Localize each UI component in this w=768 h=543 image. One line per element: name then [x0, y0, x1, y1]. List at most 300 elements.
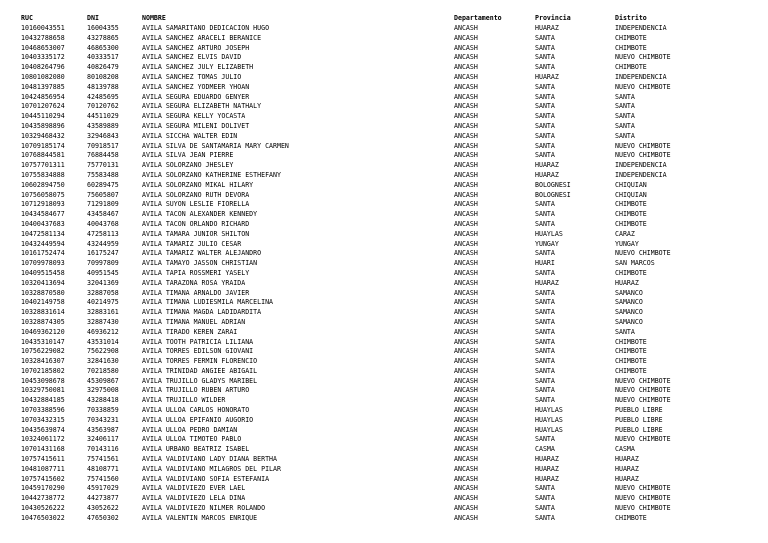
cell-ruc: 10702185802: [21, 366, 65, 375]
cell-nombre: AVILA SOLORZANO JHESLEY: [142, 161, 234, 170]
cell-dni: 32975008: [87, 386, 119, 395]
cell-provincia: HUARAZ: [535, 464, 559, 473]
cell-provincia: HUARAZ: [535, 455, 559, 464]
cell-dni: 32406117: [87, 435, 119, 444]
cell-dni: 43244959: [87, 239, 119, 248]
cell-provincia: HUAYLAS: [535, 415, 563, 424]
table-row: [0, 465, 768, 475]
cell-distrito: NUEVO CHIMBOTE: [615, 82, 671, 91]
cell-distrito: NUEVO CHIMBOTE: [615, 504, 671, 513]
cell-ruc: 10602894750: [21, 180, 65, 189]
table-row: [0, 44, 768, 54]
cell-ruc: 10472581134: [21, 229, 65, 238]
cell-ruc: 10442738772: [21, 494, 65, 503]
cell-dni: 32041369: [87, 278, 119, 287]
cell-nombre: AVILA TACON ORLANDO RICHARD: [142, 219, 250, 228]
cell-dni: 32887058: [87, 288, 119, 297]
cell-distrito: SAN MARCOS: [615, 259, 655, 268]
cell-distrito: CHIMBOTE: [615, 357, 647, 366]
cell-distrito: HUARAZ: [615, 464, 639, 473]
cell-provincia: SANTA: [535, 82, 555, 91]
cell-dni: 75622908: [87, 347, 119, 356]
cell-departamento: ANCASH: [454, 151, 478, 160]
cell-dni: 70120762: [87, 102, 119, 111]
cell-distrito: SANTA: [615, 121, 635, 130]
cell-ruc: 10329750081: [21, 386, 65, 395]
table-row: [0, 112, 768, 122]
table-row: [0, 279, 768, 289]
cell-distrito: NUEVO CHIMBOTE: [615, 484, 671, 493]
cell-departamento: ANCASH: [454, 386, 478, 395]
cell-provincia: BOLOGNESI: [535, 190, 571, 199]
table-row: [0, 161, 768, 171]
cell-ruc: 10709978093: [21, 259, 65, 268]
header-nombre: NOMBRE: [142, 14, 166, 22]
cell-departamento: ANCASH: [454, 200, 478, 209]
cell-ruc: 10432884185: [21, 396, 65, 405]
cell-nombre: AVILA VALDIVIANO SOFIA ESTEFANIA: [142, 474, 270, 483]
cell-nombre: AVILA TAMARIZ JULIO CESAR: [142, 239, 242, 248]
cell-distrito: NUEVO CHIMBOTE: [615, 494, 671, 503]
cell-departamento: ANCASH: [454, 415, 478, 424]
table-row: [0, 426, 768, 436]
cell-provincia: SANTA: [535, 327, 555, 336]
cell-ruc: 10757701311: [21, 161, 65, 170]
cell-ruc: 10424856954: [21, 92, 65, 101]
cell-nombre: AVILA SOLORZANO KATHERINE ESTHEFANY: [142, 170, 281, 179]
table-row: [0, 396, 768, 406]
cell-dni: 70918517: [87, 141, 119, 150]
cell-departamento: ANCASH: [454, 445, 478, 454]
cell-ruc: 10453098678: [21, 376, 65, 385]
table-row: [0, 73, 768, 83]
cell-nombre: AVILA SOLORZANO RUTH DEVORA: [142, 190, 250, 199]
cell-departamento: ANCASH: [454, 24, 478, 32]
cell-provincia: SANTA: [535, 317, 555, 326]
table-row: [0, 200, 768, 210]
cell-nombre: AVILA TAMARA JUNIOR SHILTON: [142, 229, 250, 238]
cell-dni: 75741561: [87, 455, 119, 464]
table-row: [0, 406, 768, 416]
cell-dni: 45309867: [87, 376, 119, 385]
cell-distrito: SANTA: [615, 112, 635, 121]
cell-nombre: AVILA SICCHA WALTER EDIN: [142, 131, 238, 140]
cell-nombre: AVILA SANCHEZ ARTURO JOSEPH: [142, 43, 250, 52]
cell-nombre: AVILA SOLORZANO MIKAL HILARY: [142, 180, 254, 189]
table-row: [0, 191, 768, 201]
cell-nombre: AVILA ULLOA PEDRO DAMIAN: [142, 425, 238, 434]
cell-provincia: SANTA: [535, 504, 555, 513]
header-distrito: Distrito: [615, 14, 647, 22]
cell-nombre: AVILA VALDIVIANO LADY DIANA BERTHA: [142, 455, 277, 464]
cell-dni: 40951545: [87, 268, 119, 277]
cell-distrito: INDEPENDENCIA: [615, 72, 667, 81]
cell-nombre: AVILA TIMANA MANUEL ADRIAN: [142, 317, 246, 326]
cell-dni: 46936212: [87, 327, 119, 336]
table-row: [0, 171, 768, 181]
cell-provincia: SANTA: [535, 347, 555, 356]
cell-dni: 48108771: [87, 464, 119, 473]
cell-provincia: HUARAZ: [535, 170, 559, 179]
cell-nombre: AVILA SEGURA MILENI DOLIVET: [142, 121, 250, 130]
cell-nombre: AVILA TORRES EDILSON GIOVANI: [142, 347, 254, 356]
cell-departamento: ANCASH: [454, 435, 478, 444]
cell-provincia: SANTA: [535, 386, 555, 395]
cell-ruc: 10435310147: [21, 337, 65, 346]
cell-departamento: ANCASH: [454, 249, 478, 258]
cell-nombre: AVILA VALDIVIEZO EVER LAEL: [142, 484, 246, 493]
cell-departamento: ANCASH: [454, 406, 478, 415]
cell-departamento: ANCASH: [454, 298, 478, 307]
cell-nombre: AVILA TARAZONA ROSA YRAIDA: [142, 278, 246, 287]
cell-dni: 71291809: [87, 200, 119, 209]
table-row: [0, 83, 768, 93]
cell-provincia: SANTA: [535, 63, 555, 72]
cell-dni: 40214975: [87, 298, 119, 307]
table-row: [0, 289, 768, 299]
cell-departamento: ANCASH: [454, 504, 478, 513]
cell-distrito: CHIQUIAN: [615, 180, 647, 189]
cell-distrito: CHIMBOTE: [615, 63, 647, 72]
cell-dni: 32883161: [87, 308, 119, 317]
cell-ruc: 10328831614: [21, 308, 65, 317]
cell-distrito: CHIMBOTE: [615, 33, 647, 42]
cell-provincia: SANTA: [535, 141, 555, 150]
cell-ruc: 10755834888: [21, 170, 65, 179]
cell-dni: 75605807: [87, 190, 119, 199]
cell-departamento: ANCASH: [454, 82, 478, 91]
cell-nombre: AVILA TIRADO KEREN ZARAI: [142, 327, 238, 336]
cell-nombre: AVILA TRUJILLO GLADYS MARIBEL: [142, 376, 258, 385]
cell-distrito: HUARAZ: [615, 455, 639, 464]
cell-provincia: SANTA: [535, 33, 555, 42]
cell-distrito: CHIMBOTE: [615, 200, 647, 209]
cell-dni: 70343231: [87, 415, 119, 424]
table-row: [0, 240, 768, 250]
cell-provincia: SANTA: [535, 249, 555, 258]
cell-distrito: INDEPENDENCIA: [615, 170, 667, 179]
cell-provincia: HUARAZ: [535, 474, 559, 483]
cell-dni: 40043768: [87, 219, 119, 228]
cell-distrito: SANTA: [615, 102, 635, 111]
cell-provincia: SANTA: [535, 308, 555, 317]
table-body: [0, 24, 768, 524]
cell-distrito: CHIMBOTE: [615, 347, 647, 356]
cell-departamento: ANCASH: [454, 141, 478, 150]
cell-departamento: ANCASH: [454, 278, 478, 287]
table-row: [0, 220, 768, 230]
cell-provincia: SANTA: [535, 298, 555, 307]
cell-ruc: 10768844581: [21, 151, 65, 160]
cell-ruc: 10408264796: [21, 63, 65, 72]
cell-dni: 80108208: [87, 72, 119, 81]
cell-nombre: AVILA VALENTIN MARCOS ENRIQUE: [142, 513, 258, 522]
cell-ruc: 10757415602: [21, 474, 65, 483]
contributor-table: [0, 13, 768, 524]
cell-departamento: ANCASH: [454, 317, 478, 326]
cell-ruc: 10435639874: [21, 425, 65, 434]
table-row: [0, 259, 768, 269]
table-row: [0, 298, 768, 308]
cell-dni: 70997809: [87, 259, 119, 268]
cell-ruc: 10459170290: [21, 484, 65, 493]
cell-departamento: ANCASH: [454, 308, 478, 317]
cell-departamento: ANCASH: [454, 396, 478, 405]
cell-provincia: SANTA: [535, 92, 555, 101]
cell-dni: 70338859: [87, 406, 119, 415]
cell-departamento: ANCASH: [454, 53, 478, 62]
cell-nombre: AVILA SANCHEZ YODMEER YHOAN: [142, 82, 250, 91]
cell-provincia: CASMA: [535, 445, 555, 454]
cell-distrito: INDEPENDENCIA: [615, 24, 667, 32]
table-row: [0, 142, 768, 152]
cell-dni: 43278865: [87, 33, 119, 42]
cell-ruc: 10432788658: [21, 33, 65, 42]
cell-nombre: AVILA ULLOA TIMOTEO PABLO: [142, 435, 242, 444]
cell-ruc: 10701431168: [21, 445, 65, 454]
cell-ruc: 10432449594: [21, 239, 65, 248]
cell-provincia: SANTA: [535, 396, 555, 405]
cell-dni: 40333517: [87, 53, 119, 62]
cell-departamento: ANCASH: [454, 92, 478, 101]
cell-nombre: AVILA TACON ALEXANDER KENNEDY: [142, 210, 258, 219]
cell-ruc: 10703388596: [21, 406, 65, 415]
cell-dni: 75741560: [87, 474, 119, 483]
cell-provincia: SANTA: [535, 494, 555, 503]
cell-ruc: 10481397885: [21, 82, 65, 91]
cell-ruc: 10701207624: [21, 102, 65, 111]
cell-dni: 44511029: [87, 112, 119, 121]
cell-dni: 60289475: [87, 180, 119, 189]
cell-dni: 32841630: [87, 357, 119, 366]
cell-nombre: AVILA SEGURA ELIZABETH NATHALY: [142, 102, 262, 111]
cell-nombre: AVILA TAMARIZ WALTER ALEJANDRO: [142, 249, 262, 258]
table-row: [0, 416, 768, 426]
cell-ruc: 10712918093: [21, 200, 65, 209]
table-row: [0, 328, 768, 338]
cell-ruc: 10435898896: [21, 121, 65, 130]
cell-ruc: 10324061172: [21, 435, 65, 444]
cell-dni: 40826479: [87, 63, 119, 72]
cell-departamento: ANCASH: [454, 210, 478, 219]
table-row: [0, 347, 768, 357]
table-row: [0, 318, 768, 328]
cell-dni: 76884458: [87, 151, 119, 160]
cell-nombre: AVILA TOOTH PATRICIA LILIANA: [142, 337, 254, 346]
cell-distrito: SANTA: [615, 131, 635, 140]
table-row: [0, 445, 768, 455]
cell-departamento: ANCASH: [454, 259, 478, 268]
cell-dni: 43458467: [87, 210, 119, 219]
cell-provincia: HUARAZ: [535, 278, 559, 287]
cell-provincia: SANTA: [535, 43, 555, 52]
cell-distrito: HUARAZ: [615, 278, 639, 287]
table-row: [0, 53, 768, 63]
cell-distrito: CHIQUIAN: [615, 190, 647, 199]
cell-nombre: AVILA VALDIVIEZO LELA DINA: [142, 494, 246, 503]
cell-departamento: ANCASH: [454, 366, 478, 375]
cell-ruc: 10481087711: [21, 464, 65, 473]
cell-nombre: AVILA SANCHEZ TOMAS JULIO: [142, 72, 242, 81]
table-row: [0, 132, 768, 142]
cell-departamento: ANCASH: [454, 474, 478, 483]
cell-departamento: ANCASH: [454, 180, 478, 189]
cell-distrito: PUEBLO LIBRE: [615, 425, 663, 434]
cell-distrito: SANTA: [615, 327, 635, 336]
cell-nombre: AVILA TAPIA ROSSMERI YASELY: [142, 268, 250, 277]
cell-nombre: AVILA TIMANA LUDIESMILA MARCELINA: [142, 298, 274, 307]
cell-nombre: AVILA TIMANA MAGDA LADIDARDITA: [142, 308, 262, 317]
cell-provincia: SANTA: [535, 210, 555, 219]
cell-distrito: NUEVO CHIMBOTE: [615, 435, 671, 444]
cell-nombre: AVILA SEGURA EDUARDO GENYER: [142, 92, 250, 101]
cell-provincia: SANTA: [535, 435, 555, 444]
cell-departamento: ANCASH: [454, 131, 478, 140]
cell-departamento: ANCASH: [454, 425, 478, 434]
cell-provincia: SANTA: [535, 112, 555, 121]
cell-departamento: ANCASH: [454, 494, 478, 503]
cell-distrito: NUEVO CHIMBOTE: [615, 141, 671, 150]
cell-dni: 16004355: [87, 24, 119, 32]
cell-departamento: ANCASH: [454, 161, 478, 170]
table-row: [0, 357, 768, 367]
cell-ruc: 10445110294: [21, 112, 65, 121]
cell-distrito: CHIMBOTE: [615, 43, 647, 52]
cell-dni: 16175247: [87, 249, 119, 258]
cell-provincia: SANTA: [535, 200, 555, 209]
cell-distrito: CASMA: [615, 445, 635, 454]
cell-departamento: ANCASH: [454, 455, 478, 464]
cell-provincia: HUAYLAS: [535, 425, 563, 434]
cell-nombre: AVILA ULLOA CARLOS HONORATO: [142, 406, 250, 415]
cell-distrito: CHIMBOTE: [615, 210, 647, 219]
cell-nombre: AVILA URBANO BEATRIZ ISABEL: [142, 445, 250, 454]
cell-departamento: ANCASH: [454, 63, 478, 72]
cell-dni: 43531014: [87, 337, 119, 346]
table-row: [0, 151, 768, 161]
cell-nombre: AVILA TIMANA ARNALDO JAVIER: [142, 288, 250, 297]
cell-dni: 70218580: [87, 366, 119, 375]
cell-provincia: SANTA: [535, 366, 555, 375]
table-row: [0, 24, 768, 34]
cell-distrito: INDEPENDENCIA: [615, 161, 667, 170]
cell-dni: 46865300: [87, 43, 119, 52]
cell-nombre: AVILA TORRES FERMIN FLORENCIO: [142, 357, 258, 366]
cell-provincia: HUARI: [535, 259, 555, 268]
cell-distrito: SAMANCO: [615, 317, 643, 326]
table-row: [0, 386, 768, 396]
header-provincia: Provincia: [535, 14, 571, 22]
cell-departamento: ANCASH: [454, 229, 478, 238]
table-row: [0, 455, 768, 465]
cell-provincia: SANTA: [535, 513, 555, 522]
cell-nombre: AVILA VALDIVIANO MILAGROS DEL PILAR: [142, 464, 281, 473]
cell-dni: 48139788: [87, 82, 119, 91]
cell-nombre: AVILA SANCHEZ ARACELI BERANICE: [142, 33, 262, 42]
cell-departamento: ANCASH: [454, 376, 478, 385]
cell-provincia: HUARAZ: [535, 161, 559, 170]
cell-distrito: PUEBLO LIBRE: [615, 415, 663, 424]
cell-departamento: ANCASH: [454, 219, 478, 228]
cell-nombre: AVILA SILVA JEAN PIERRE: [142, 151, 234, 160]
cell-provincia: HUAYLAS: [535, 406, 563, 415]
cell-distrito: CHIMBOTE: [615, 366, 647, 375]
cell-ruc: 10703432315: [21, 415, 65, 424]
cell-distrito: NUEVO CHIMBOTE: [615, 53, 671, 62]
cell-distrito: PUEBLO LIBRE: [615, 406, 663, 415]
cell-distrito: NUEVO CHIMBOTE: [615, 396, 671, 405]
cell-dni: 43052622: [87, 504, 119, 513]
cell-ruc: 10328416307: [21, 357, 65, 366]
cell-distrito: CHIMBOTE: [615, 337, 647, 346]
cell-ruc: 10434584677: [21, 210, 65, 219]
cell-distrito: NUEVO CHIMBOTE: [615, 386, 671, 395]
cell-distrito: CHIMBOTE: [615, 513, 647, 522]
cell-departamento: ANCASH: [454, 33, 478, 42]
cell-distrito: NUEVO CHIMBOTE: [615, 249, 671, 258]
cell-departamento: ANCASH: [454, 102, 478, 111]
cell-provincia: YUNGAY: [535, 239, 559, 248]
cell-departamento: ANCASH: [454, 347, 478, 356]
cell-ruc: 10402149758: [21, 298, 65, 307]
cell-departamento: ANCASH: [454, 72, 478, 81]
header-dni: DNI: [87, 14, 99, 22]
cell-dni: 32887430: [87, 317, 119, 326]
cell-nombre: AVILA TRINIDAD ANGIEE ABIGAIL: [142, 366, 258, 375]
table-row: [0, 435, 768, 445]
table-row: [0, 504, 768, 514]
cell-distrito: CARAZ: [615, 229, 635, 238]
cell-dni: 42485695: [87, 92, 119, 101]
table-row: [0, 122, 768, 132]
cell-dni: 45917029: [87, 484, 119, 493]
table-row: [0, 377, 768, 387]
cell-ruc: 10430526222: [21, 504, 65, 513]
cell-dni: 70143116: [87, 445, 119, 454]
cell-provincia: SANTA: [535, 376, 555, 385]
cell-distrito: NUEVO CHIMBOTE: [615, 376, 671, 385]
cell-ruc: 10400437683: [21, 219, 65, 228]
cell-departamento: ANCASH: [454, 239, 478, 248]
cell-departamento: ANCASH: [454, 464, 478, 473]
cell-distrito: NUEVO CHIMBOTE: [615, 151, 671, 160]
cell-nombre: AVILA TRUJILLO WILDER: [142, 396, 226, 405]
cell-nombre: AVILA SANCHEZ ELVIS DAVID: [142, 53, 242, 62]
cell-departamento: ANCASH: [454, 43, 478, 52]
cell-ruc: 10469362120: [21, 327, 65, 336]
cell-nombre: AVILA SAMARITANO DEDICACION HUGO: [142, 24, 270, 32]
cell-dni: 32946843: [87, 131, 119, 140]
cell-ruc: 10409515458: [21, 268, 65, 277]
cell-nombre: AVILA TAMAYO JASSON CHRISTIAN: [142, 259, 258, 268]
cell-ruc: 10757415611: [21, 455, 65, 464]
cell-departamento: ANCASH: [454, 484, 478, 493]
cell-departamento: ANCASH: [454, 268, 478, 277]
cell-provincia: SANTA: [535, 151, 555, 160]
cell-nombre: AVILA ULLOA EPIFANIO AUGORIO: [142, 415, 254, 424]
cell-nombre: AVILA SANCHEZ JULY ELIZABETH: [142, 63, 254, 72]
table-header-row: [0, 13, 768, 24]
cell-ruc: 10756058075: [21, 190, 65, 199]
cell-dni: 43563987: [87, 425, 119, 434]
cell-provincia: SANTA: [535, 268, 555, 277]
cell-departamento: ANCASH: [454, 327, 478, 336]
cell-departamento: ANCASH: [454, 513, 478, 522]
cell-dni: 44273877: [87, 494, 119, 503]
cell-ruc: 10709185174: [21, 141, 65, 150]
table-row: [0, 102, 768, 112]
table-row: [0, 367, 768, 377]
